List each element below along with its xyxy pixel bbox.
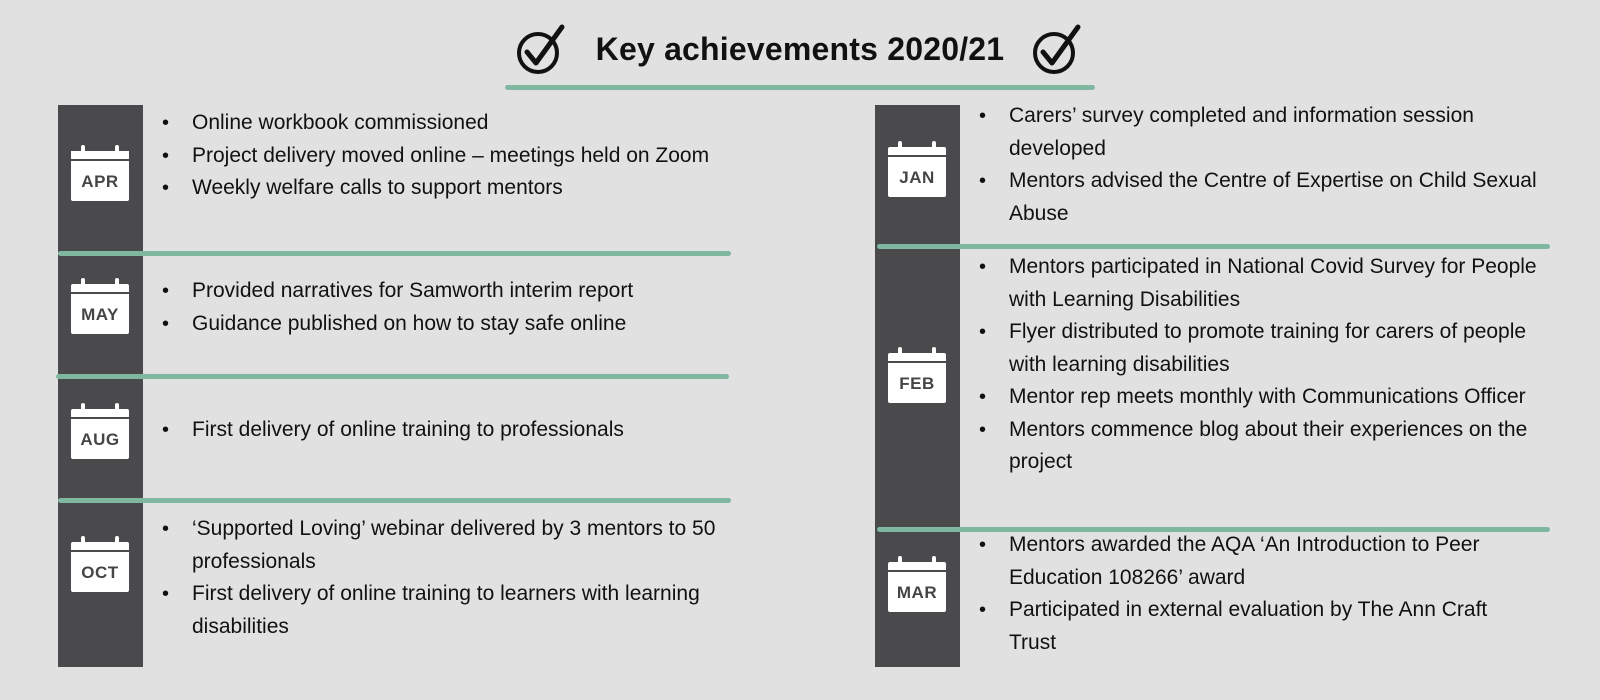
list-item: • Carers’ survey completed and information session developed (977, 100, 1557, 165)
list-item: • Mentors awarded the AQA ‘An Introduction to Peer Education 108266’ award (977, 529, 1537, 594)
achievement-list (160, 107, 720, 205)
achievement-list (160, 275, 720, 340)
calendar-icon (71, 143, 129, 201)
section-divider (56, 374, 729, 379)
achievement-list (160, 414, 720, 447)
list-item: • Mentors advised the Centre of Expertise on Child Sexual Abuse (977, 165, 1557, 230)
list-item: • ‘Supported Loving’ webinar delivered by 3 mentors to 50 professionals (160, 513, 720, 578)
calendar-icon (71, 276, 129, 334)
section-divider (58, 251, 731, 256)
list-item: • Provided narratives for Samworth interim report (160, 275, 720, 308)
list-item: • First delivery of online training to professionals (160, 414, 720, 447)
section-divider (877, 244, 1550, 249)
calendar-icon (888, 345, 946, 403)
month-label: APR (81, 172, 119, 191)
list-item: • Mentors commence blog about their experiences on the project (977, 414, 1537, 479)
checkmark-circle-icon (514, 21, 570, 77)
title-bar (505, 18, 1095, 80)
page-title: Key achievements 2020/21 (595, 30, 1005, 67)
list-item: • Flyer distributed to promote training for carers of people with learning disabilities (977, 316, 1537, 381)
month-label: MAR (896, 583, 938, 602)
achievement-list (160, 513, 720, 643)
title-underline (505, 85, 1095, 90)
checkmark-circle-icon (1030, 21, 1086, 77)
calendar-icon (888, 554, 946, 612)
list-item: • Guidance published on how to stay safe online (160, 308, 720, 341)
month-label: OCT (81, 563, 119, 582)
month-label: MAY (81, 305, 119, 324)
calendar-icon (71, 534, 129, 592)
month-label: AUG (80, 430, 120, 449)
list-item: • Participated in external evaluation by The Ann Craft Trust (977, 594, 1537, 659)
achievement-list (977, 251, 1537, 479)
achievement-list (977, 100, 1557, 230)
list-item: • Project delivery moved online – meetings held on Zoom (160, 140, 720, 173)
achievement-list (977, 529, 1537, 659)
list-item: • Mentor rep meets monthly with Communications Officer (977, 381, 1537, 414)
section-divider (58, 498, 731, 503)
list-item: • Online workbook commissioned (160, 107, 720, 140)
calendar-icon (71, 401, 129, 459)
calendar-icon (888, 139, 946, 197)
month-label: FEB (899, 374, 935, 393)
month-label: JAN (899, 168, 935, 187)
list-item: • First delivery of online training to learners with learning disabilities (160, 578, 720, 643)
list-item: • Weekly welfare calls to support mentors (160, 172, 720, 205)
list-item: • Mentors participated in National Covid Survey for People with Learning Disabilities (977, 251, 1537, 316)
